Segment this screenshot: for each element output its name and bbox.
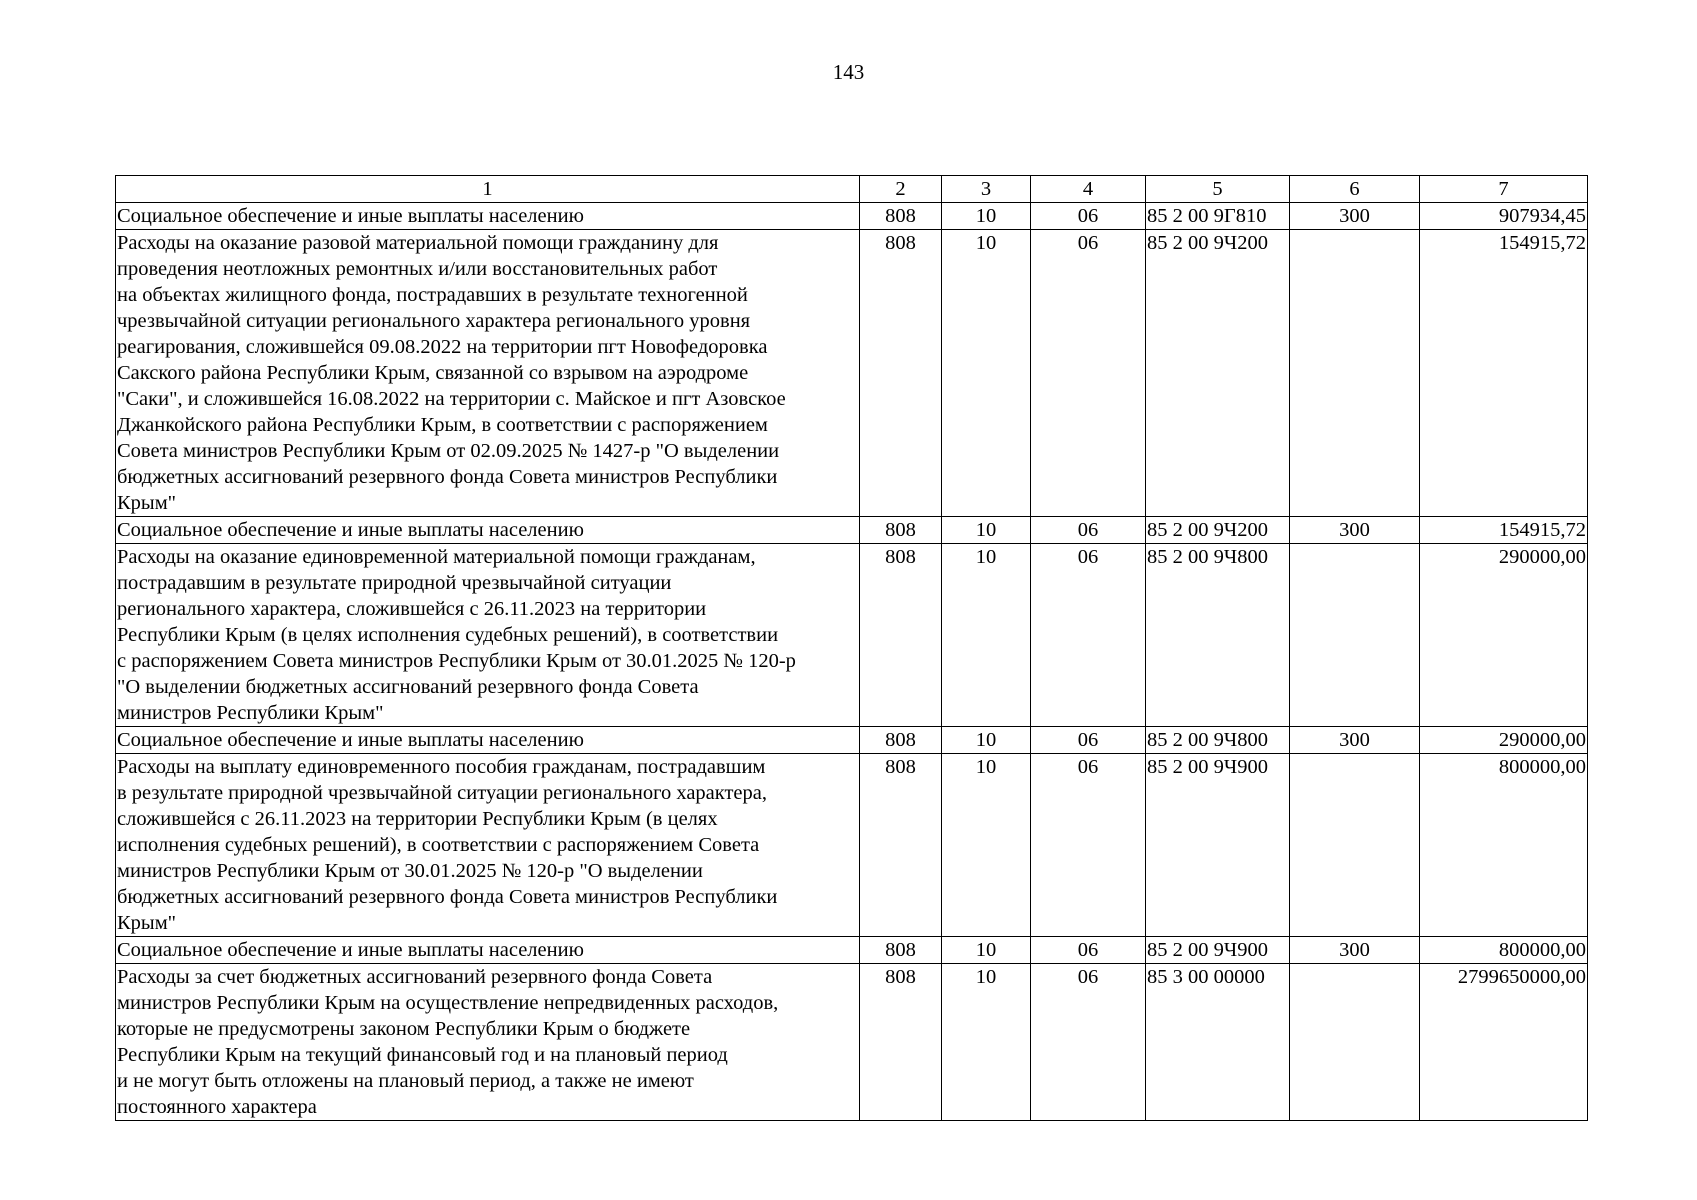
column-header: 3: [942, 176, 1031, 203]
budget-table: [115, 175, 1588, 1121]
row-amount: 290000,00: [1420, 727, 1588, 754]
row-pr: 06: [1031, 754, 1146, 937]
row-pr: 06: [1031, 727, 1146, 754]
column-header: 6: [1290, 176, 1420, 203]
row-description: Социальное обеспечение и иные выплаты населению: [116, 727, 860, 754]
row-pr: 06: [1031, 544, 1146, 727]
row-gr: 808: [860, 517, 942, 544]
row-rz: 10: [942, 230, 1031, 517]
row-amount: 2799650000,00: [1420, 964, 1588, 1121]
table-row: [116, 544, 1588, 727]
row-pr: 06: [1031, 964, 1146, 1121]
row-csr: 85 3 00 00000: [1146, 964, 1290, 1121]
table-row: [116, 727, 1588, 754]
row-rz: 10: [942, 937, 1031, 964]
row-vr: [1290, 964, 1420, 1121]
row-csr: 85 2 00 9Ч900: [1146, 754, 1290, 937]
row-rz: 10: [942, 964, 1031, 1121]
row-amount: 154915,72: [1420, 230, 1588, 517]
row-pr: 06: [1031, 937, 1146, 964]
row-description: Расходы на оказание разовой материальной помощи гражданину для проведения неотложных ремонтных и/или восстановительных работ на объектах жилищного фонда, пострадавших в результате техногенной чрезвычайной ситуации регионального характера регионального уровня реагирования, сложившейся 09.08.2022 на территории пгт Новофедоровка Сакского района Республики Крым, связанной со взрывом на аэродроме "Саки", и сложившейся 16.08.2022 на территории с. Майское и пгт Азовское Джанкойского района Республики Крым, в соответствии с распоряжением Совета министров Республики Крым от 02.09.2025 № 1427-р "О выделении бюджетных ассигнований резервного фонда Совета министров Республики Крым": [116, 230, 860, 517]
row-pr: 06: [1031, 517, 1146, 544]
row-pr: 06: [1031, 230, 1146, 517]
row-csr: 85 2 00 9Ч900: [1146, 937, 1290, 964]
table-row: [116, 203, 1588, 230]
row-vr: 300: [1290, 727, 1420, 754]
row-csr: 85 2 00 9Ч200: [1146, 517, 1290, 544]
row-amount: 800000,00: [1420, 937, 1588, 964]
row-description: Социальное обеспечение и иные выплаты населению: [116, 937, 860, 964]
row-rz: 10: [942, 544, 1031, 727]
row-description: Расходы на оказание единовременной материальной помощи гражданам, пострадавшим в результате природной чрезвычайной ситуации регионального характера, сложившейся с 26.11.2023 на территории Республики Крым (в целях исполнения судебных решений), в соответствии с распоряжением Совета министров Республики Крым от 30.01.2025 № 120-р "О выделении бюджетных ассигнований резервного фонда Совета министров Республики Крым": [116, 544, 860, 727]
row-csr: 85 2 00 9Ч800: [1146, 727, 1290, 754]
row-pr: 06: [1031, 203, 1146, 230]
table-row: [116, 964, 1588, 1121]
row-vr: 300: [1290, 937, 1420, 964]
column-header: 2: [860, 176, 942, 203]
row-vr: 300: [1290, 203, 1420, 230]
row-csr: 85 2 00 9Ч200: [1146, 230, 1290, 517]
row-amount: 907934,45: [1420, 203, 1588, 230]
row-csr: 85 2 00 9Г810: [1146, 203, 1290, 230]
table-row: [116, 230, 1588, 517]
row-vr: 300: [1290, 517, 1420, 544]
column-header: 5: [1146, 176, 1290, 203]
row-rz: 10: [942, 517, 1031, 544]
row-gr: 808: [860, 727, 942, 754]
row-gr: 808: [860, 203, 942, 230]
column-header: 7: [1420, 176, 1588, 203]
row-gr: 808: [860, 754, 942, 937]
column-header: 4: [1031, 176, 1146, 203]
row-vr: [1290, 544, 1420, 727]
table-row: [116, 937, 1588, 964]
table-row: [116, 754, 1588, 937]
row-amount: 290000,00: [1420, 544, 1588, 727]
row-rz: 10: [942, 727, 1031, 754]
table-row: [116, 517, 1588, 544]
row-csr: 85 2 00 9Ч800: [1146, 544, 1290, 727]
row-description: Социальное обеспечение и иные выплаты населению: [116, 203, 860, 230]
row-vr: [1290, 230, 1420, 517]
table-header-row: [116, 176, 1588, 203]
row-vr: [1290, 754, 1420, 937]
row-description: Расходы на выплату единовременного пособия гражданам, пострадавшим в результате природной чрезвычайной ситуации регионального характера, сложившейся с 26.11.2023 на территории Республики Крым (в целях исполнения судебных решений), в соответствии с распоряжением Совета министров Республики Крым от 30.01.2025 № 120-р "О выделении бюджетных ассигнований резервного фонда Совета министров Республики Крым": [116, 754, 860, 937]
row-amount: 154915,72: [1420, 517, 1588, 544]
column-header: 1: [116, 176, 860, 203]
row-rz: 10: [942, 203, 1031, 230]
row-gr: 808: [860, 544, 942, 727]
row-description: Социальное обеспечение и иные выплаты населению: [116, 517, 860, 544]
row-gr: 808: [860, 964, 942, 1121]
page-number: 143: [832, 60, 865, 84]
row-description: Расходы за счет бюджетных ассигнований резервного фонда Совета министров Республики Крым на осуществление непредвиденных расходов, которые не предусмотрены законом Республики Крым о бюджете Республики Крым на текущий финансовый год и на плановый период и не могут быть отложены на плановый период, а также не имеют постоянного характера: [116, 964, 860, 1121]
row-gr: 808: [860, 937, 942, 964]
row-gr: 808: [860, 230, 942, 517]
row-rz: 10: [942, 754, 1031, 937]
row-amount: 800000,00: [1420, 754, 1588, 937]
